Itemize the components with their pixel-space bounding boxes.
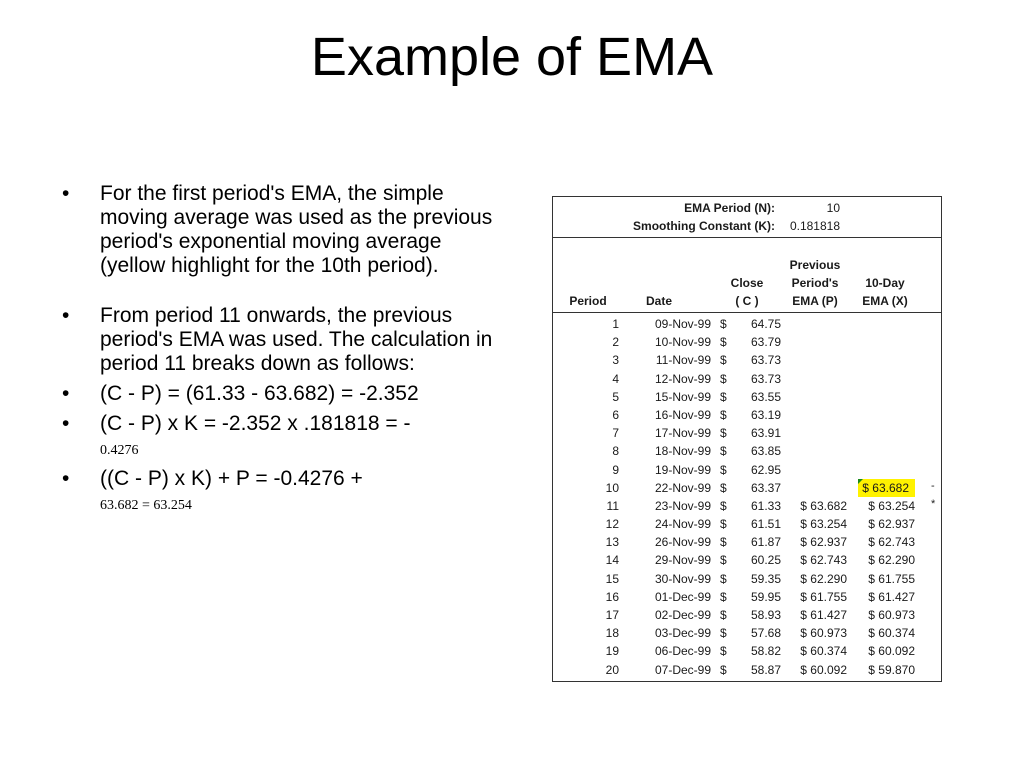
cell-date: 18-Nov-99 bbox=[654, 444, 711, 459]
cell-period: 10 bbox=[605, 480, 619, 495]
cell-date: 22-Nov-99 bbox=[654, 480, 711, 495]
cell-period: 19 bbox=[605, 644, 619, 659]
cell-date: 03-Dec-99 bbox=[654, 626, 711, 641]
cell-ema: $ 62.743 bbox=[868, 535, 915, 550]
cell-close: $ 63.37 bbox=[720, 480, 781, 495]
bullet-text: (C - P) = (61.33 - 63.682) = -2.352 bbox=[100, 382, 419, 405]
cell-period: 18 bbox=[605, 626, 619, 641]
cell-period: 5 bbox=[612, 389, 619, 404]
table-row bbox=[553, 533, 941, 551]
bullet-item bbox=[62, 182, 494, 278]
cell-date: 24-Nov-99 bbox=[654, 517, 711, 532]
cell-period: 20 bbox=[605, 662, 619, 677]
cell-ema bbox=[847, 315, 915, 333]
cell-prev-ema bbox=[781, 315, 847, 333]
param-value: 10 bbox=[826, 201, 840, 215]
header-ema: 10-Day EMA (X) bbox=[862, 276, 908, 308]
cell-period: 3 bbox=[612, 353, 619, 368]
highlight-note: - * bbox=[931, 479, 936, 510]
cell-period: 2 bbox=[612, 335, 619, 350]
cell-period: 17 bbox=[605, 608, 619, 622]
cell-ema bbox=[847, 370, 915, 388]
cell-close: $ 63.85 bbox=[720, 444, 781, 459]
cell-close: $ 62.95 bbox=[720, 462, 781, 477]
cell-prev-ema bbox=[781, 370, 847, 388]
cell-close: $ 58.87 bbox=[720, 662, 781, 677]
cell-date: 29-Nov-99 bbox=[654, 553, 711, 568]
bullet-text: ((C - P) x K) + P = -0.4276 + bbox=[100, 467, 363, 490]
cell-close: $ 61.33 bbox=[720, 498, 781, 513]
cell-date: 11-Nov-99 bbox=[655, 353, 711, 368]
cell-ema: $ 61.427 bbox=[868, 589, 915, 604]
cell-period: 12 bbox=[605, 517, 619, 532]
param-value: 0.181818 bbox=[789, 219, 840, 233]
ema-table bbox=[552, 196, 942, 682]
bullet-text: For the first period's EMA, the simple moving average was used as the previous period's exponential moving average (yellow highlight for the 10th period). bbox=[100, 182, 493, 277]
cell-prev-ema: $ 63.254 bbox=[800, 517, 847, 532]
cell-ema bbox=[847, 388, 915, 406]
cell-ema: $ 59.870 bbox=[868, 662, 915, 677]
cell-prev-ema: $ 60.092 bbox=[800, 662, 847, 677]
cell-close: $ 57.68 bbox=[720, 626, 781, 641]
cell-close: $ 63.91 bbox=[720, 426, 781, 441]
bullet-item bbox=[62, 304, 494, 376]
table-row bbox=[553, 515, 941, 533]
cell-prev-ema bbox=[781, 388, 847, 406]
param-label: Smoothing Constant (K): bbox=[633, 219, 775, 233]
cell-date: 30-Nov-99 bbox=[654, 571, 711, 586]
table-row bbox=[553, 388, 941, 406]
table-row bbox=[553, 642, 941, 660]
cell-prev-ema: $ 62.290 bbox=[800, 571, 847, 586]
table-row bbox=[553, 315, 941, 333]
slide-title: Example of EMA bbox=[310, 27, 714, 87]
cell-prev-ema bbox=[781, 333, 847, 351]
cell-prev-ema bbox=[781, 406, 847, 424]
cell-date: 06-Dec-99 bbox=[654, 644, 711, 659]
cell-period: 8 bbox=[612, 444, 619, 459]
cell-ema: $ 63.254 bbox=[868, 498, 915, 513]
table-row bbox=[553, 497, 941, 515]
cell-prev-ema: $ 60.973 bbox=[800, 626, 847, 641]
cell-close: $ 63.19 bbox=[720, 407, 781, 422]
param-label: EMA Period (N): bbox=[684, 201, 775, 215]
cell-close: $ 63.55 bbox=[720, 389, 781, 404]
cell-date: 12-Nov-99 bbox=[654, 371, 711, 386]
cell-close: $ 63.79 bbox=[720, 335, 781, 350]
table-header bbox=[553, 238, 941, 313]
cell-date: 01-Dec-99 bbox=[654, 589, 711, 604]
cell-date: 19-Nov-99 bbox=[654, 462, 711, 477]
bullet-list bbox=[62, 182, 494, 516]
bullet-item bbox=[62, 382, 494, 406]
table-row bbox=[553, 551, 941, 569]
cell-close: $ 61.51 bbox=[720, 517, 781, 532]
cell-prev-ema: $ 62.743 bbox=[800, 553, 847, 568]
cell-ema bbox=[847, 424, 915, 442]
table-row bbox=[553, 370, 941, 388]
cell-ema bbox=[847, 406, 915, 424]
cell-date: 07-Dec-99 bbox=[654, 662, 711, 677]
cell-close: $ 58.93 bbox=[720, 608, 781, 622]
cell-period: 9 bbox=[612, 462, 619, 477]
cell-period: 1 bbox=[612, 317, 619, 331]
cell-date: 15-Nov-99 bbox=[654, 389, 711, 404]
table-row bbox=[553, 461, 941, 479]
table-row bbox=[553, 661, 941, 679]
bullet-item bbox=[62, 467, 494, 516]
cell-prev-ema: $ 62.937 bbox=[800, 535, 847, 550]
cell-date: 26-Nov-99 bbox=[654, 535, 711, 550]
table-row bbox=[553, 570, 941, 588]
cell-period: 6 bbox=[612, 407, 619, 422]
cell-ema bbox=[847, 351, 915, 369]
cell-prev-ema: $ 63.682 bbox=[800, 498, 847, 513]
cell-ema: $ 61.755 bbox=[868, 571, 915, 586]
cell-period: 14 bbox=[605, 553, 619, 568]
header-close: Close ( C ) bbox=[730, 276, 764, 308]
table-row bbox=[553, 351, 941, 369]
cell-period: 11 bbox=[606, 498, 619, 513]
cell-prev-ema: $ 61.755 bbox=[800, 589, 847, 604]
param-row-period bbox=[553, 199, 941, 217]
table-row bbox=[553, 624, 941, 642]
header-prev-ema: Previous Period's EMA (P) bbox=[789, 258, 841, 308]
param-row-smoothing bbox=[553, 217, 941, 235]
cell-prev-ema bbox=[781, 479, 847, 497]
table-body bbox=[553, 313, 941, 681]
cell-prev-ema: $ 60.374 bbox=[800, 644, 847, 659]
cell-prev-ema bbox=[781, 424, 847, 442]
cell-ema bbox=[847, 461, 915, 479]
cell-close: $ 58.82 bbox=[720, 644, 781, 659]
highlighted-ema: $ 63.682 bbox=[858, 479, 915, 497]
cell-period: 7 bbox=[612, 426, 619, 441]
cell-close: $ 59.35 bbox=[720, 571, 781, 586]
bullet-text: (C - P) x K = -2.352 x .181818 = - bbox=[100, 412, 411, 435]
cell-ema: $ 62.290 bbox=[868, 553, 915, 568]
cell-close: $ 64.75 bbox=[720, 317, 781, 331]
cell-prev-ema: $ 61.427 bbox=[800, 608, 847, 622]
header-period: Period bbox=[569, 294, 607, 308]
cell-close: $ 60.25 bbox=[720, 553, 781, 568]
header-date: Date bbox=[645, 294, 672, 308]
cell-close: $ 59.95 bbox=[720, 589, 781, 604]
cell-ema: $ 62.937 bbox=[868, 517, 915, 532]
cell-period: 16 bbox=[605, 589, 619, 604]
cell-ema: $ 60.374 bbox=[868, 626, 915, 641]
table-row bbox=[553, 442, 941, 460]
table-row bbox=[553, 424, 941, 442]
cell-close: $ 61.87 bbox=[720, 535, 781, 550]
bullet-continuation: 63.682 = 63.254 bbox=[100, 498, 192, 513]
cell-date: 17-Nov-99 bbox=[654, 426, 711, 441]
cell-ema bbox=[847, 479, 915, 497]
cell-date: 10-Nov-99 bbox=[654, 335, 711, 350]
table-row bbox=[553, 406, 941, 424]
table-row bbox=[553, 606, 941, 624]
cell-close: $ 63.73 bbox=[720, 371, 781, 386]
bullet-continuation: 0.4276 bbox=[100, 443, 139, 458]
bullet-text: From period 11 onwards, the previous period's EMA was used. The calculation in period 11 breaks down as follows: bbox=[100, 304, 493, 375]
cell-date: 16-Nov-99 bbox=[654, 407, 711, 422]
table-row bbox=[553, 333, 941, 351]
cell-prev-ema bbox=[781, 442, 847, 460]
cell-close: $ 63.73 bbox=[720, 353, 781, 368]
bullet-item bbox=[62, 412, 494, 461]
cell-ema: $ 60.973 bbox=[868, 608, 915, 622]
cell-prev-ema bbox=[781, 461, 847, 479]
cell-ema bbox=[847, 333, 915, 351]
parameter-section bbox=[553, 197, 941, 238]
cell-prev-ema bbox=[781, 351, 847, 369]
cell-ema bbox=[847, 442, 915, 460]
cell-date: 02-Dec-99 bbox=[654, 608, 711, 622]
cell-period: 13 bbox=[605, 535, 619, 550]
cell-date: 23-Nov-99 bbox=[654, 498, 711, 513]
cell-ema: $ 60.092 bbox=[868, 644, 915, 659]
cell-period: 4 bbox=[612, 371, 619, 386]
table-row bbox=[553, 588, 941, 606]
cell-date: 09-Nov-99 bbox=[654, 317, 711, 331]
cell-period: 15 bbox=[605, 571, 619, 586]
